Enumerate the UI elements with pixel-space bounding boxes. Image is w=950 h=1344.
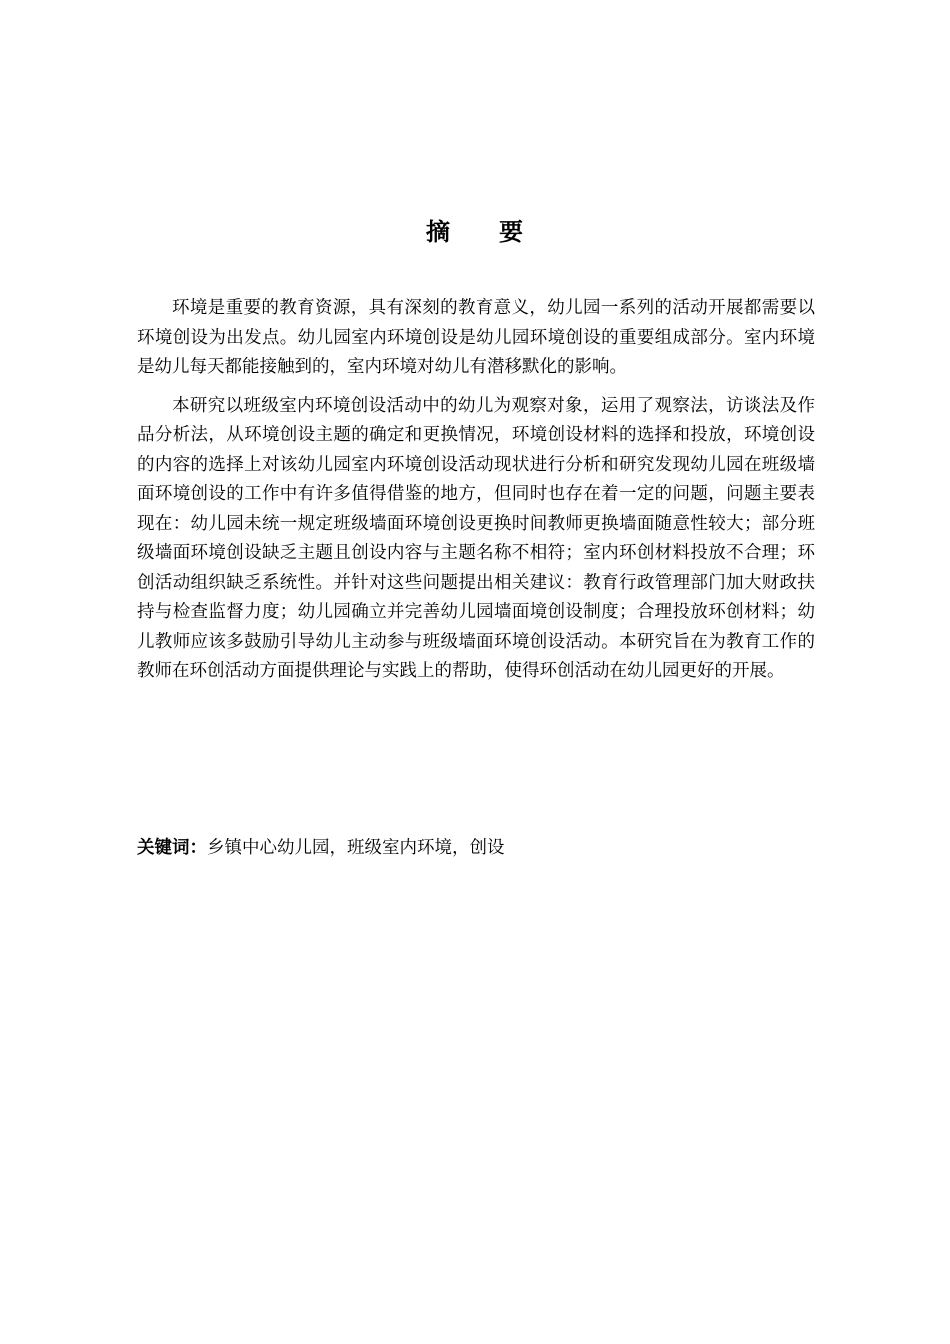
title-char-2: 要 bbox=[499, 218, 524, 246]
title-char-1: 摘 bbox=[426, 218, 451, 246]
abstract-body bbox=[137, 294, 815, 696]
abstract-paragraph-1: 环境是重要的教育资源，具有深刻的教育意义，幼儿园一系列的活动开展都需要以环境创设为出发点。幼儿园室内环境创设是幼儿园环境创设的重要组成部分。室内环境是幼儿每天都能接触到的，室内环境对幼儿有潜移默化的影响。 bbox=[137, 298, 815, 377]
abstract-title bbox=[0, 212, 950, 252]
keywords-value: 乡镇中心幼儿园，班级室内环境，创设 bbox=[207, 838, 505, 858]
keywords-label: 关键词： bbox=[137, 838, 207, 858]
abstract-paragraph-2: 本研究以班级室内环境创设活动中的幼儿为观察对象，运用了观察法，访谈法及作品分析法，从环境创设主题的确定和更换情况，环境创设材料的选择和投放，环境创设的内容的选择上对该幼儿园室内环境创设活动现状进行分析和研究发现幼儿园在班级墙面环境创设的工作中有许多值得借鉴的地方，但同时也存在着一定的问题，问题主要表现在：幼儿园未统一规定班级墙面环境创设更换时间教师更换墙面随意性较大；部分班级墙面环境创设缺乏主题且创设内容与主题名称不相符；室内环创材料投放不合理；环创活动组织缺乏系统性。并针对这些问题提出相关建议：教育行政管理部门加大财政扶持与检查监督力度；幼儿园确立并完善幼儿园墙面境创设制度；合理投放环创材料；幼儿教师应该多鼓励引导幼儿主动参与班级墙面环境创设活动。本研究旨在为教育工作的教师在环创活动方面提供理论与实践上的帮助，使得环创活动在幼儿园更好的开展。 bbox=[137, 395, 815, 681]
keywords-line bbox=[137, 834, 815, 863]
